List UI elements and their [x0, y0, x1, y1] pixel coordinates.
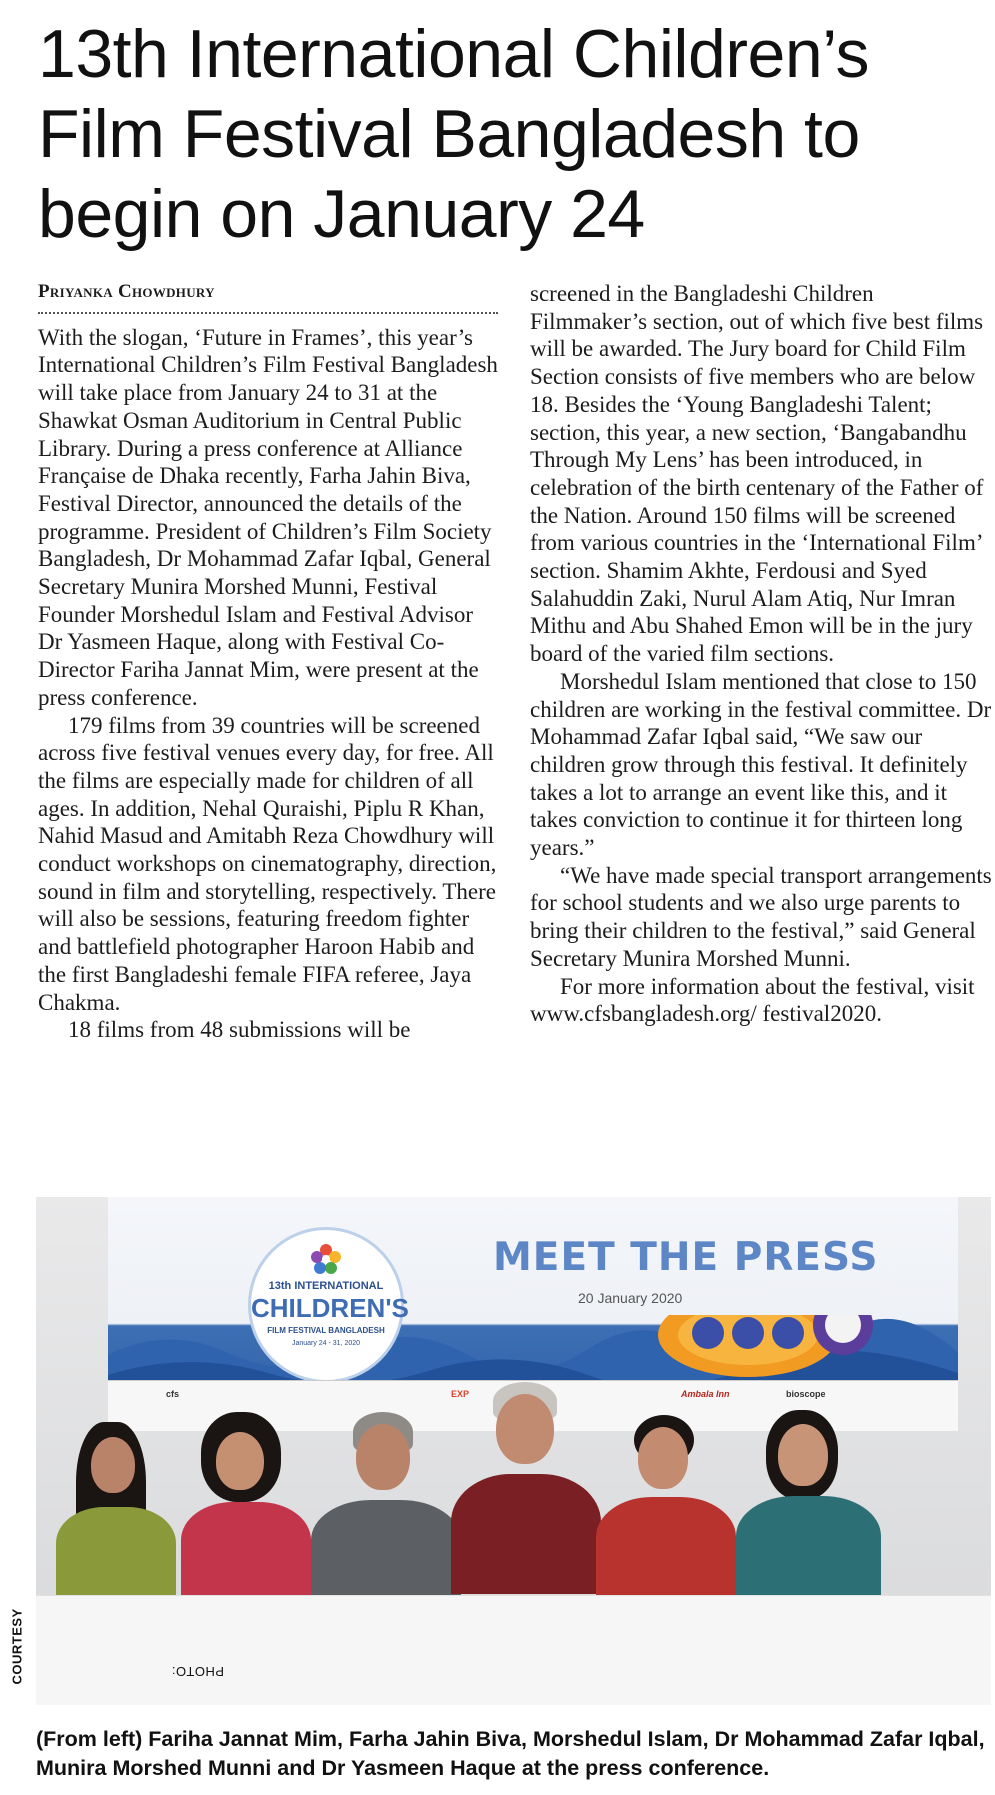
photo-caption: (From left) Fariha Jannat Mim, Farha Jahin Biva, Morshedul Islam, Dr Mohammad Zafar Iqbal, Munira Morshed Munni and Dr Yasmeen Haque at the press conference.	[36, 1727, 985, 1780]
photo-credit	[4, 1470, 224, 1700]
paragraph: For more information about the festival, visit www.cfsbangladesh.org/ festival2020.	[530, 973, 975, 1027]
sponsor-logo: Ambala Inn	[681, 1389, 730, 1399]
logo-text: CHILDREN'S	[251, 1293, 409, 1323]
byline: Priyanka Chowdhury	[38, 278, 498, 314]
logo-text: 13th INTERNATIONAL	[268, 1280, 384, 1292]
headline: 13th International Children’s Film Festival Bangladesh to begin on January 24	[38, 16, 870, 252]
paragraph: 18 films from 48 submissions will be	[68, 1017, 411, 1043]
credit-prefix: PHOTO:	[171, 1664, 224, 1679]
paragraph: With the slogan, ‘Future in Frames’, this year’s International Children’s Film Festival Bangladesh will take place from January 24 to 31 at the Shawkat Osman Auditorium in Central Public Library. During a press conference at Alliance Française de Dhaka recently, Farha Jahin Biva, Festival Director, announced the details of the programme. President of Children’s Film Society Bangladesh, Dr Mohammad Zafar Iqbal, General Secretary Munira Morshed Munni, Festival Founder Morshedul Islam and Festival Advisor Dr Yasmeen Haque, along with Festival Co-Director Fariha Jannat Mim, were present at the press conference.	[38, 324, 498, 710]
credit-name: COURTESY	[9, 1608, 25, 1685]
paragraph: Morshedul Islam mentioned that close to 150 children are working in the festival committee. Dr Mohammad Zafar Iqbal said, “We saw our children grow through this festival. It definitely takes a lot to arrange an event like this, and it takes conviction to continue it for thirteen long years.”	[530, 668, 992, 861]
article-column-left	[38, 278, 498, 1044]
article-column-right	[530, 280, 995, 1028]
banner-date: 20 January 2020	[578, 1290, 683, 1306]
sponsor-logo: bioscope	[786, 1389, 826, 1399]
banner-title: MEET THE PRESS	[493, 1235, 879, 1280]
sponsor-logo: cfs	[166, 1389, 180, 1399]
festival-logo	[248, 1227, 409, 1383]
logo-text: January 24 - 31, 2020	[291, 1340, 361, 1347]
press-table	[36, 1595, 991, 1705]
paragraph: “We have made special transport arrangements for school students and we also urge parents to bring their children to the festival,” said General Secretary Munira Morshed Munni.	[530, 862, 992, 971]
paragraph: 179 films from 39 countries will be screened across five festival venues every day, for free. All the films are especially made for children of all ages. In addition, Nehal Quraishi, Piplu R Khan, Nahid Masud and Amitabh Reza Chowdhury will conduct workshops on cinematography, direction, sound in film and storytelling, respectively. There will also be sessions, featuring freedom fighter and battlefield photographer Haroon Habib and the first Bangladeshi female FIFA referee, Jaya Chakma.	[38, 712, 497, 1015]
flower-icon	[309, 1242, 343, 1276]
logo-text: FILM FESTIVAL BANGLADESH	[267, 1326, 385, 1335]
press-conference-photo	[36, 1197, 991, 1705]
paragraph: screened in the Bangladeshi Children Filmmaker’s section, out of which five best films will be awarded. The Jury board for Child Film Section consists of five members who are below 18. Besides the ‘Young Bangladeshi Talent; section, this year, a new section, ‘Bangabandhu Through My Lens’ has been introduced, in celebration of the birth centenary of the Father of the Nation. Around 150 films will be screened from various countries in the ‘International Film’ section. Shamim Akhte, Ferdousi and Syed Salahuddin Zaki, Nurul Alam Atiq, Nur Imran Mithu and Abu Shahed Emon will be in the jury board of the varied film sections.	[530, 281, 984, 667]
sponsor-logo: EXP	[451, 1389, 470, 1399]
